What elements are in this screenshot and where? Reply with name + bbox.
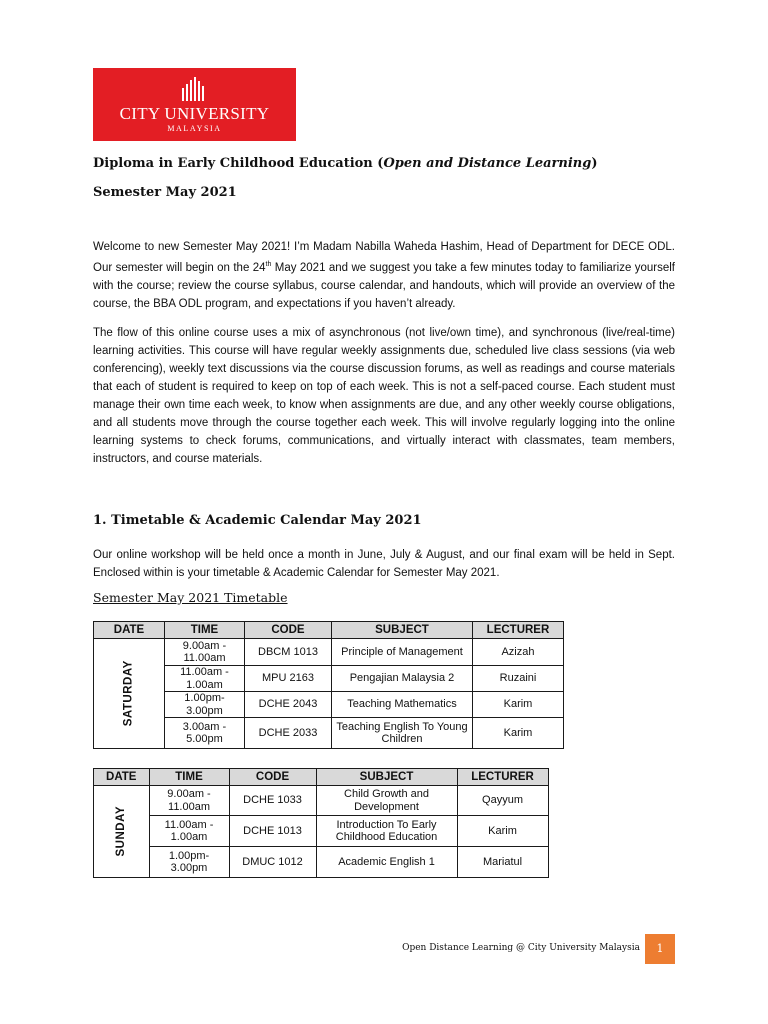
subject-cell: Academic English 1 — [316, 847, 457, 878]
timetable-title: Semester May 2021 Timetable — [93, 590, 288, 605]
course-flow-paragraph: The flow of this online course uses a mix of asynchronous (not live/own time), and synchronous (live/real-time) learning activities. This course will have regular weekly assignments due, scheduled live class sessions (via web conferencing), weekly text discussions via the course discussion forums, as well as readings and course materials that each of student is required to keep on top of each week. This is not a self-paced course. Each student must manage their own time each week, to know when assignments are due, and any other weekly course obligations, and all students move through the course together each week. This will involve regularly logging into the online learning systems to check forums, communications, and virtually interact with classmates, team members, instructors, and course materials. — [93, 327, 675, 465]
table-row — [94, 692, 564, 718]
header-time: TIME — [164, 622, 244, 639]
table-header-row — [94, 622, 564, 639]
code-cell: DMUC 1012 — [229, 847, 316, 878]
table-row — [94, 718, 564, 749]
lecturer-cell: Ruzaini — [472, 666, 563, 692]
semester-heading: Semester May 2021 — [93, 185, 237, 200]
subject-cell: Teaching English To Young Children — [331, 718, 472, 749]
footer-text: Open Distance Learning @ City University Malaysia — [402, 943, 640, 953]
subject-cell: Teaching Mathematics — [331, 692, 472, 718]
subject-cell: Principle of Management — [331, 639, 472, 666]
time-cell: 9.00am - 11.00am — [149, 786, 229, 816]
table-row — [94, 786, 549, 816]
time-cell: 1.00pm- 3.00pm — [149, 847, 229, 878]
section-heading: 1. Timetable & Academic Calendar May 2021 — [93, 513, 422, 528]
lecturer-cell: Karim — [472, 692, 563, 718]
lecturer-cell: Qayyum — [457, 786, 548, 816]
title-main: Diploma in Early Childhood Education ( — [93, 156, 384, 171]
table-row — [94, 847, 549, 878]
lecturer-cell: Karim — [472, 718, 563, 749]
saturday-timetable — [93, 621, 564, 749]
day-cell — [94, 639, 165, 749]
subject-cell: Pengajian Malaysia 2 — [331, 666, 472, 692]
workshop-paragraph: Our online workshop will be held once a month in June, July & August, and our final exam will be held in Sept. Enclosed within is your timetable & Academic Calendar for Semester May 2021. — [93, 549, 675, 579]
day-label-saturday: SATURDAY — [122, 660, 135, 727]
subject-cell: Child Growth and Development — [316, 786, 457, 816]
time-cell: 9.00am - 11.00am — [164, 639, 244, 666]
header-subject: SUBJECT — [331, 622, 472, 639]
lecturer-cell: Azizah — [472, 639, 563, 666]
logo-subtitle: MALAYSIA — [167, 124, 222, 133]
document-title — [93, 156, 598, 172]
header-subject: SUBJECT — [316, 769, 457, 786]
header-time: TIME — [149, 769, 229, 786]
building-icon — [181, 76, 207, 102]
subject-cell: Introduction To Early Childhood Education — [316, 816, 457, 847]
header-code: CODE — [229, 769, 316, 786]
lecturer-cell: Karim — [457, 816, 548, 847]
sunday-timetable — [93, 768, 549, 878]
time-cell: 11.00am - 1.00am — [149, 816, 229, 847]
code-cell: DCHE 1033 — [229, 786, 316, 816]
code-cell: DCHE 2043 — [244, 692, 331, 718]
header-lecturer: LECTURER — [472, 622, 563, 639]
logo-name: CITY UNIVERSITY — [119, 104, 270, 123]
code-cell: DCHE 1013 — [229, 816, 316, 847]
time-cell: 3.00am - 5.00pm — [164, 718, 244, 749]
code-cell: MPU 2163 — [244, 666, 331, 692]
header-lecturer: LECTURER — [457, 769, 548, 786]
table-row — [94, 666, 564, 692]
day-label-sunday: SUNDAY — [115, 806, 128, 857]
welcome-paragraph — [93, 238, 675, 313]
table-row — [94, 816, 549, 847]
time-cell: 11.00am - 1.00am — [164, 666, 244, 692]
time-cell: 1.00pm- 3.00pm — [164, 692, 244, 718]
header-date: DATE — [94, 769, 150, 786]
welcome-text-b: May 2021 and we suggest you take a few minutes today to familiarize yourself with the course; review the course syllabus, course calendar, and handouts, which will provide an overview of the course, the BBA ODL program, and expectations if you haven’t already. — [93, 261, 676, 310]
table-header-row — [94, 769, 549, 786]
title-end: ) — [591, 156, 598, 171]
welcome-superscript: th — [265, 261, 272, 268]
header-code: CODE — [244, 622, 331, 639]
code-cell: DBCM 1013 — [244, 639, 331, 666]
header-date: DATE — [94, 622, 165, 639]
code-cell: DCHE 2033 — [244, 718, 331, 749]
day-cell — [94, 786, 150, 878]
university-logo — [93, 68, 296, 141]
lecturer-cell: Mariatul — [457, 847, 548, 878]
welcome-text-a: Welcome to new Semester May 2021! I’m Madam Nabilla Waheda Hashim, Head of Department for DECE ODL. Our semester will begin on the 24 — [93, 241, 675, 274]
page-number-badge: 1 — [645, 934, 675, 964]
title-italic: Open and Distance Learning — [383, 156, 592, 171]
table-row — [94, 639, 564, 666]
